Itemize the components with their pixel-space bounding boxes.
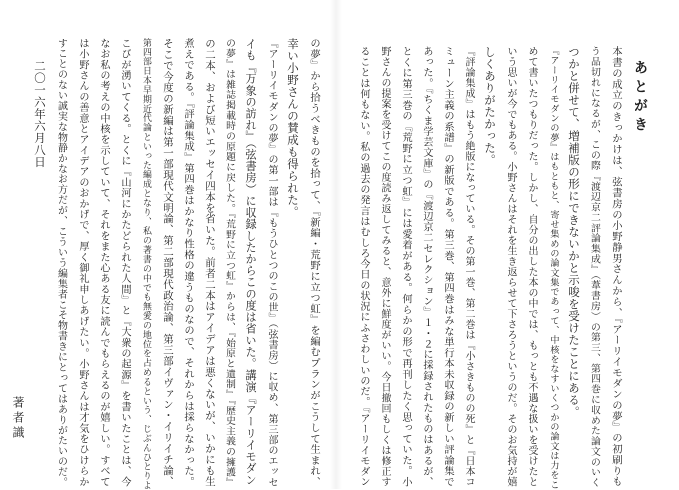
body-line-r8: 『評論集成』はもう絶版になっている。その第一巻、第二巻は『小さきものの死』と『日本コ — [463, 46, 474, 488]
body-line-r2: う品切れになるが、この際『渡辺京二評論集成』（葦書房）の第三、第四巻に収めた論文のいく — [589, 46, 600, 488]
body-line-l4: イも『万象の訪れ』（弦書房）に収録したからこの度は省いた。講演『アーリイモダン — [244, 38, 257, 486]
body-line-r12: 野さんの提案を受けてこの度読み返してみると、意外に鮮度がいい。今日撤回もしくは修正す — [379, 46, 390, 488]
body-line-r1: 本書の成立のきっかけは、弦書房の小野静男さんから、『アーリイモダンの夢』の初刷りも — [610, 46, 622, 487]
body-line-r4: 『アーリイモダンの夢』はもともと、寄せ集めの論文集であって、中核をなすいくつかの論文は力をこ — [548, 46, 558, 490]
body-line-r6: いう思いが今でもある。小野さんはそれを生き返らせて下さろうというのだ。そのお気持が嬉 — [505, 46, 516, 488]
afterword-date: 二〇一六年六月八日 — [33, 60, 47, 168]
body-line-l1: の夢』から拾うべきものを拾って、『新編・荒野に立つ虹』を編むプランがこうして生まれ、 — [308, 38, 320, 488]
body-line-l2: 幸い小野さんの賛成も得られた。 — [286, 38, 300, 218]
body-line-l13: すことのない誠実な物静かなお方だが、こういう編集者こそ物書きにとってはありがたいのだ。 — [56, 38, 67, 488]
body-line-l10: こびが湧いてくる。とくに『山河にかたどられた人間』と『大衆の起源』を書いたことは、今 — [119, 38, 130, 487]
body-line-r3: つかと併せて、増補版の形にできないかと示唆を受けたことにある。 — [567, 46, 581, 418]
body-line-r11: とくに第三巻の『荒野に立つ虹』には愛着がある。何らかの形で再刊したく思っていた。小 — [400, 46, 412, 488]
body-line-l3: 『アーリイモダンの夢』の第一部は『もうひとつのこの世』（弦書房）に収め、第三部のエッセ — [266, 38, 277, 488]
page-gutter — [330, 0, 342, 489]
body-line-l11: なお私の考えの中核を示していて、それをまた心ある友に読んでもらえるのが嬉しい。すべて — [98, 38, 109, 487]
body-line-l8: そこで今度の新編は第一部現代文明論、第二部現代政治論、第三部イヴァン・イリイチ論、 — [161, 38, 173, 487]
body-line-r10: あった。『ちくま学芸文庫』の『渡辺京二セレクション』１・２に採録されたものはあるが、 — [421, 46, 432, 488]
body-line-r13: ることは何もない。私の過去の発言はむしろ今日の状況にふさわしいのだ。『アーリイモダン — [358, 46, 369, 488]
body-line-l6: の二本、および短いエッセイ四本を省いた。前者二本はアイデアは悪くないが、いかにも生 — [203, 38, 215, 487]
body-line-r9: ミューン主義の系譜』の新版である。第三巻、第四巻はみな単行本未収録の新しい評論集で — [442, 46, 454, 488]
body-line-l5: の夢』は雑誌掲載時の原題に戻した。『荒野に立つ虹』からは、『始原と遺制』『歴史主義の擁護』 — [224, 38, 235, 488]
body-line-r7: しくありがたかった。 — [483, 46, 497, 166]
body-line-l7: 煮えである。『評論集成』第四巻はかなり性格の違うものなので、それからは採らなかった。 — [182, 38, 194, 488]
body-line-l12: は小野さんの善意とアイデアのおかげで、厚く御礼申しあげたい。小野さんは才気をひけらか — [77, 38, 88, 487]
author-signature: 著者識 — [11, 396, 25, 441]
body-line-r5: めて書いたつもりだった。しかし、自分の出した本の中では、もっとも不遇な扱いを受けたと — [526, 46, 537, 488]
page-title: あとがき — [632, 60, 648, 136]
body-line-l9: 第四部日本早期近代論といった編成となり、私の著書の中でも無愛の地位を占めるという、じぶんひとりよ — [141, 38, 151, 490]
